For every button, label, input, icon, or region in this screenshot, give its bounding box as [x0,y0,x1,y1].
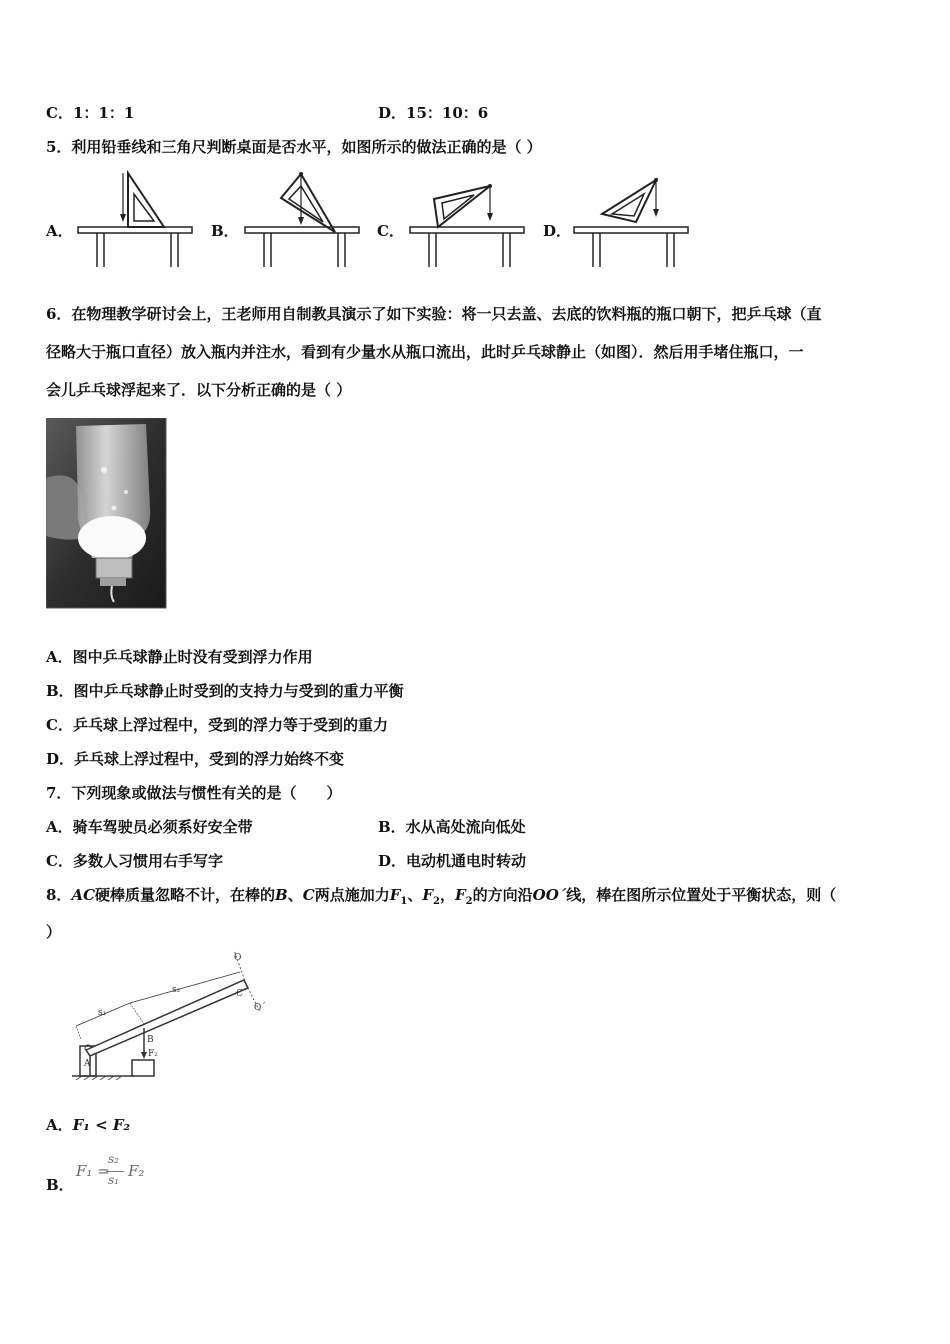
q7-option-a: A．骑车驾驶员必须系好安全带 [46,818,253,836]
q5-label-c: C． [377,222,404,240]
q6-option-c: C．乒乓球上浮过程中，受到的浮力等于受到的重力 [46,716,388,734]
q5-stem: 5．利用铅垂线和三角尺判断桌面是否水平，如图所示的做法正确的是（ ） [46,138,542,156]
q6-option-b: B．图中乒乓球静止时受到的支持力与受到的重力平衡 [46,682,404,700]
q8-label-a: A [84,1059,91,1069]
q7-option-b: B．水从高处流向低处 [378,818,526,836]
q5-figure-b [243,168,363,270]
q7-option-c: C．多数人习惯用右手写字 [46,852,223,870]
q7-stem: 7．下列现象或做法与惯性有关的是（ ） [46,784,342,802]
q8-label-s1: s₁ [98,1008,107,1018]
q8-label-o-prime: O´ [254,1003,266,1013]
q5-figure-a [76,168,196,270]
q6-photo-bottle-pingpong [46,418,168,612]
q4-option-d: D．15：10：6 [378,104,489,122]
q6-option-d: D．乒乓球上浮过程中，受到的浮力始终不变 [46,750,345,768]
q8-stem-line-2: ） [46,923,62,941]
q5-figure-d [572,168,692,270]
q8-option-a: A．F₁ < F₂ [46,1116,131,1134]
q8-stem-line-1: 8．AC硬棒质量忽略不计，在棒的B、C两点施加力$F_1$、$F_2$，$F_2$的方向沿OO´线，棒在图所示位置处于平衡状态，则（ [46,886,837,907]
q8-label-s2: s₂ [172,985,181,995]
q8-option-b-label: B． [46,1176,74,1194]
q8-label-c: C [236,989,243,999]
q6-option-a: A．图中乒乓球静止时没有受到浮力作用 [46,648,313,666]
q8-lever-diagram [68,948,288,1080]
q5-label-d: D． [543,222,572,240]
q4-option-c: C．1：1：1 [46,104,135,122]
q6-stem-line-1: 6．在物理教学研讨会上，王老师用自制教具演示了如下实验：将一只去盖、去底的饮料瓶的瓶口朝下，把乒乓球（直 [46,305,822,323]
q5-figure-c [408,168,528,270]
q8-option-a-formula: F₁ < F₂ [72,1116,131,1134]
q6-stem [46,295,906,409]
q6-stem-line-3: 会儿乒乓球浮起来了．以下分析正确的是（ ） [46,381,352,399]
q8-label-b: B [147,1035,154,1045]
q8-label-f2: F₂ [148,1049,158,1059]
q7-option-d: D．电动机通电时转动 [378,852,527,870]
q6-stem-line-2: 径略大于瓶口直径）放入瓶内并注水，看到有少量水从瓶口流出，此时乒乓球静止（如图）．然后用手堵住瓶口，一 [46,343,804,361]
q5-label-b: B． [211,222,239,240]
q8-label-o: O [234,953,242,963]
q5-label-a: A． [46,222,73,240]
